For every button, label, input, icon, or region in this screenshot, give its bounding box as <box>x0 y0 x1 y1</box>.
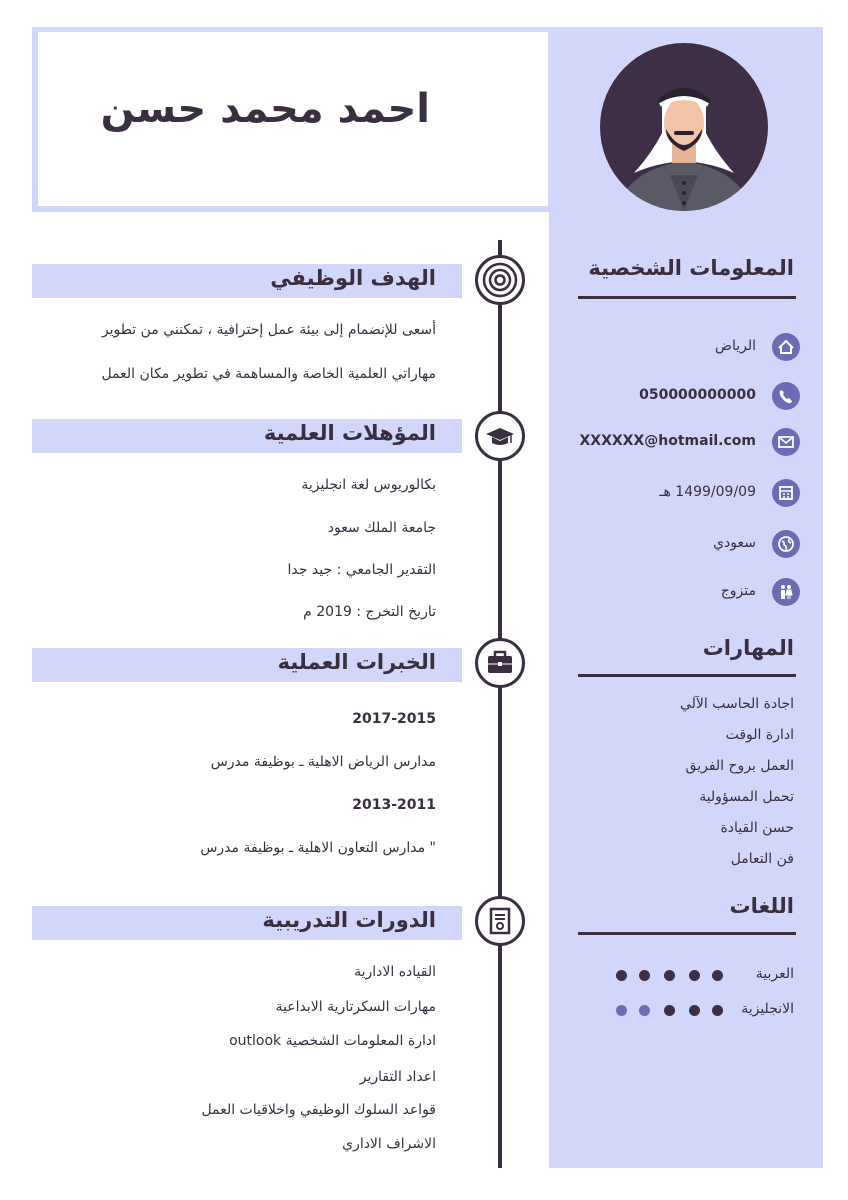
skill-item: العمل بروح الفريق <box>685 758 794 774</box>
graduation-cap-icon <box>475 411 525 461</box>
info-nationality: سعودي <box>713 535 756 551</box>
language-level-dot <box>616 970 627 981</box>
skill-item: ادارة الوقت <box>725 727 794 743</box>
language-name: العربية <box>755 966 794 982</box>
language-level-dot <box>616 1005 627 1016</box>
course-item: ادارة المعلومات الشخصية outlook <box>229 1033 436 1049</box>
language-level-dot <box>639 1005 650 1016</box>
info-row-city <box>560 333 800 363</box>
education-title: المؤهلات العلمية <box>263 421 436 445</box>
skill-item: فن التعامل <box>730 851 794 867</box>
home-icon <box>772 333 800 361</box>
skills-title: المهارات <box>702 636 794 660</box>
language-name: الانجليزية <box>741 1001 794 1017</box>
calendar-icon <box>772 479 800 507</box>
skill-item: اجادة الحاسب الآلي <box>679 696 794 712</box>
education-line: تاريخ التخرج : 2019 م <box>303 604 436 620</box>
experience-years: 2017-2015 <box>352 711 436 727</box>
experience-title: الخبرات العملية <box>277 650 436 674</box>
skill-item: تحمل المسؤولية <box>699 789 794 805</box>
language-level-dot <box>689 970 700 981</box>
education-line: جامعة الملك سعود <box>327 520 436 536</box>
language-level-dot <box>664 970 675 981</box>
info-row-phone <box>560 382 800 412</box>
info-city: الرياض <box>715 338 756 354</box>
info-row-email <box>560 428 800 458</box>
objective-title: الهدف الوظيفي <box>270 266 436 290</box>
experience-years: 2013-2011 <box>352 797 436 813</box>
language-level-dot <box>689 1005 700 1016</box>
avatar <box>600 43 768 211</box>
info-email: XXXXXX@hotmail.com <box>579 433 756 449</box>
languages-divider <box>578 932 796 935</box>
language-level-dot <box>712 1005 723 1016</box>
briefcase-icon <box>475 638 525 688</box>
objective-line: أسعى للإنضمام إلى بيئة عمل إحترافية ، تمكنني من تطوير <box>101 322 436 338</box>
course-item: مهارات السكرتارية الابداعية <box>275 999 436 1015</box>
experience-desc: " مدارس التعاون الاهلية ـ بوظيفة مدرس <box>200 840 436 856</box>
mail-icon <box>772 428 800 456</box>
language-level-dot <box>712 970 723 981</box>
info-row-nationality <box>560 530 800 560</box>
candidate-name: احمد محمد حسن <box>100 86 430 132</box>
info-row-birthdate <box>560 479 800 509</box>
info-birthdate: 1499/09/09 هـ <box>659 484 756 500</box>
globe-icon <box>772 530 800 558</box>
education-line: بكالوريوس لغة انجليزية <box>301 477 436 493</box>
experience-desc: مدارس الرياض الاهلية ـ بوظيفة مدرس <box>210 754 436 770</box>
courses-title: الدورات التدريبية <box>262 908 436 932</box>
language-level-dot <box>664 1005 675 1016</box>
course-item: القياده الادارية <box>354 964 436 980</box>
objective-line: مهاراتي العلمية الخاصة والمساهمة في تطوير مكان العمل <box>101 366 436 382</box>
language-level-dot <box>639 970 650 981</box>
info-row-marital <box>560 578 800 608</box>
personal-info-title: المعلومات الشخصية <box>588 256 794 280</box>
info-phone: 050000000000 <box>639 387 756 403</box>
languages-title: اللغات <box>729 894 794 918</box>
phone-icon <box>772 382 800 410</box>
course-item: اعداد التقارير <box>359 1069 436 1085</box>
education-line: التقدير الجامعي : جيد جدا <box>287 562 436 578</box>
info-marital: متزوج <box>720 583 756 599</box>
course-item: قواعد السلوك الوظيفي واخلاقيات العمل <box>201 1102 436 1118</box>
skill-item: حسن القيادة <box>720 820 794 836</box>
timeline-line <box>498 240 502 1168</box>
personal-info-divider <box>578 296 796 299</box>
certificate-icon <box>475 896 525 946</box>
family-icon <box>772 578 800 606</box>
skills-divider <box>578 674 796 677</box>
target-icon <box>475 255 525 305</box>
course-item: الاشراف الاداري <box>342 1136 436 1152</box>
